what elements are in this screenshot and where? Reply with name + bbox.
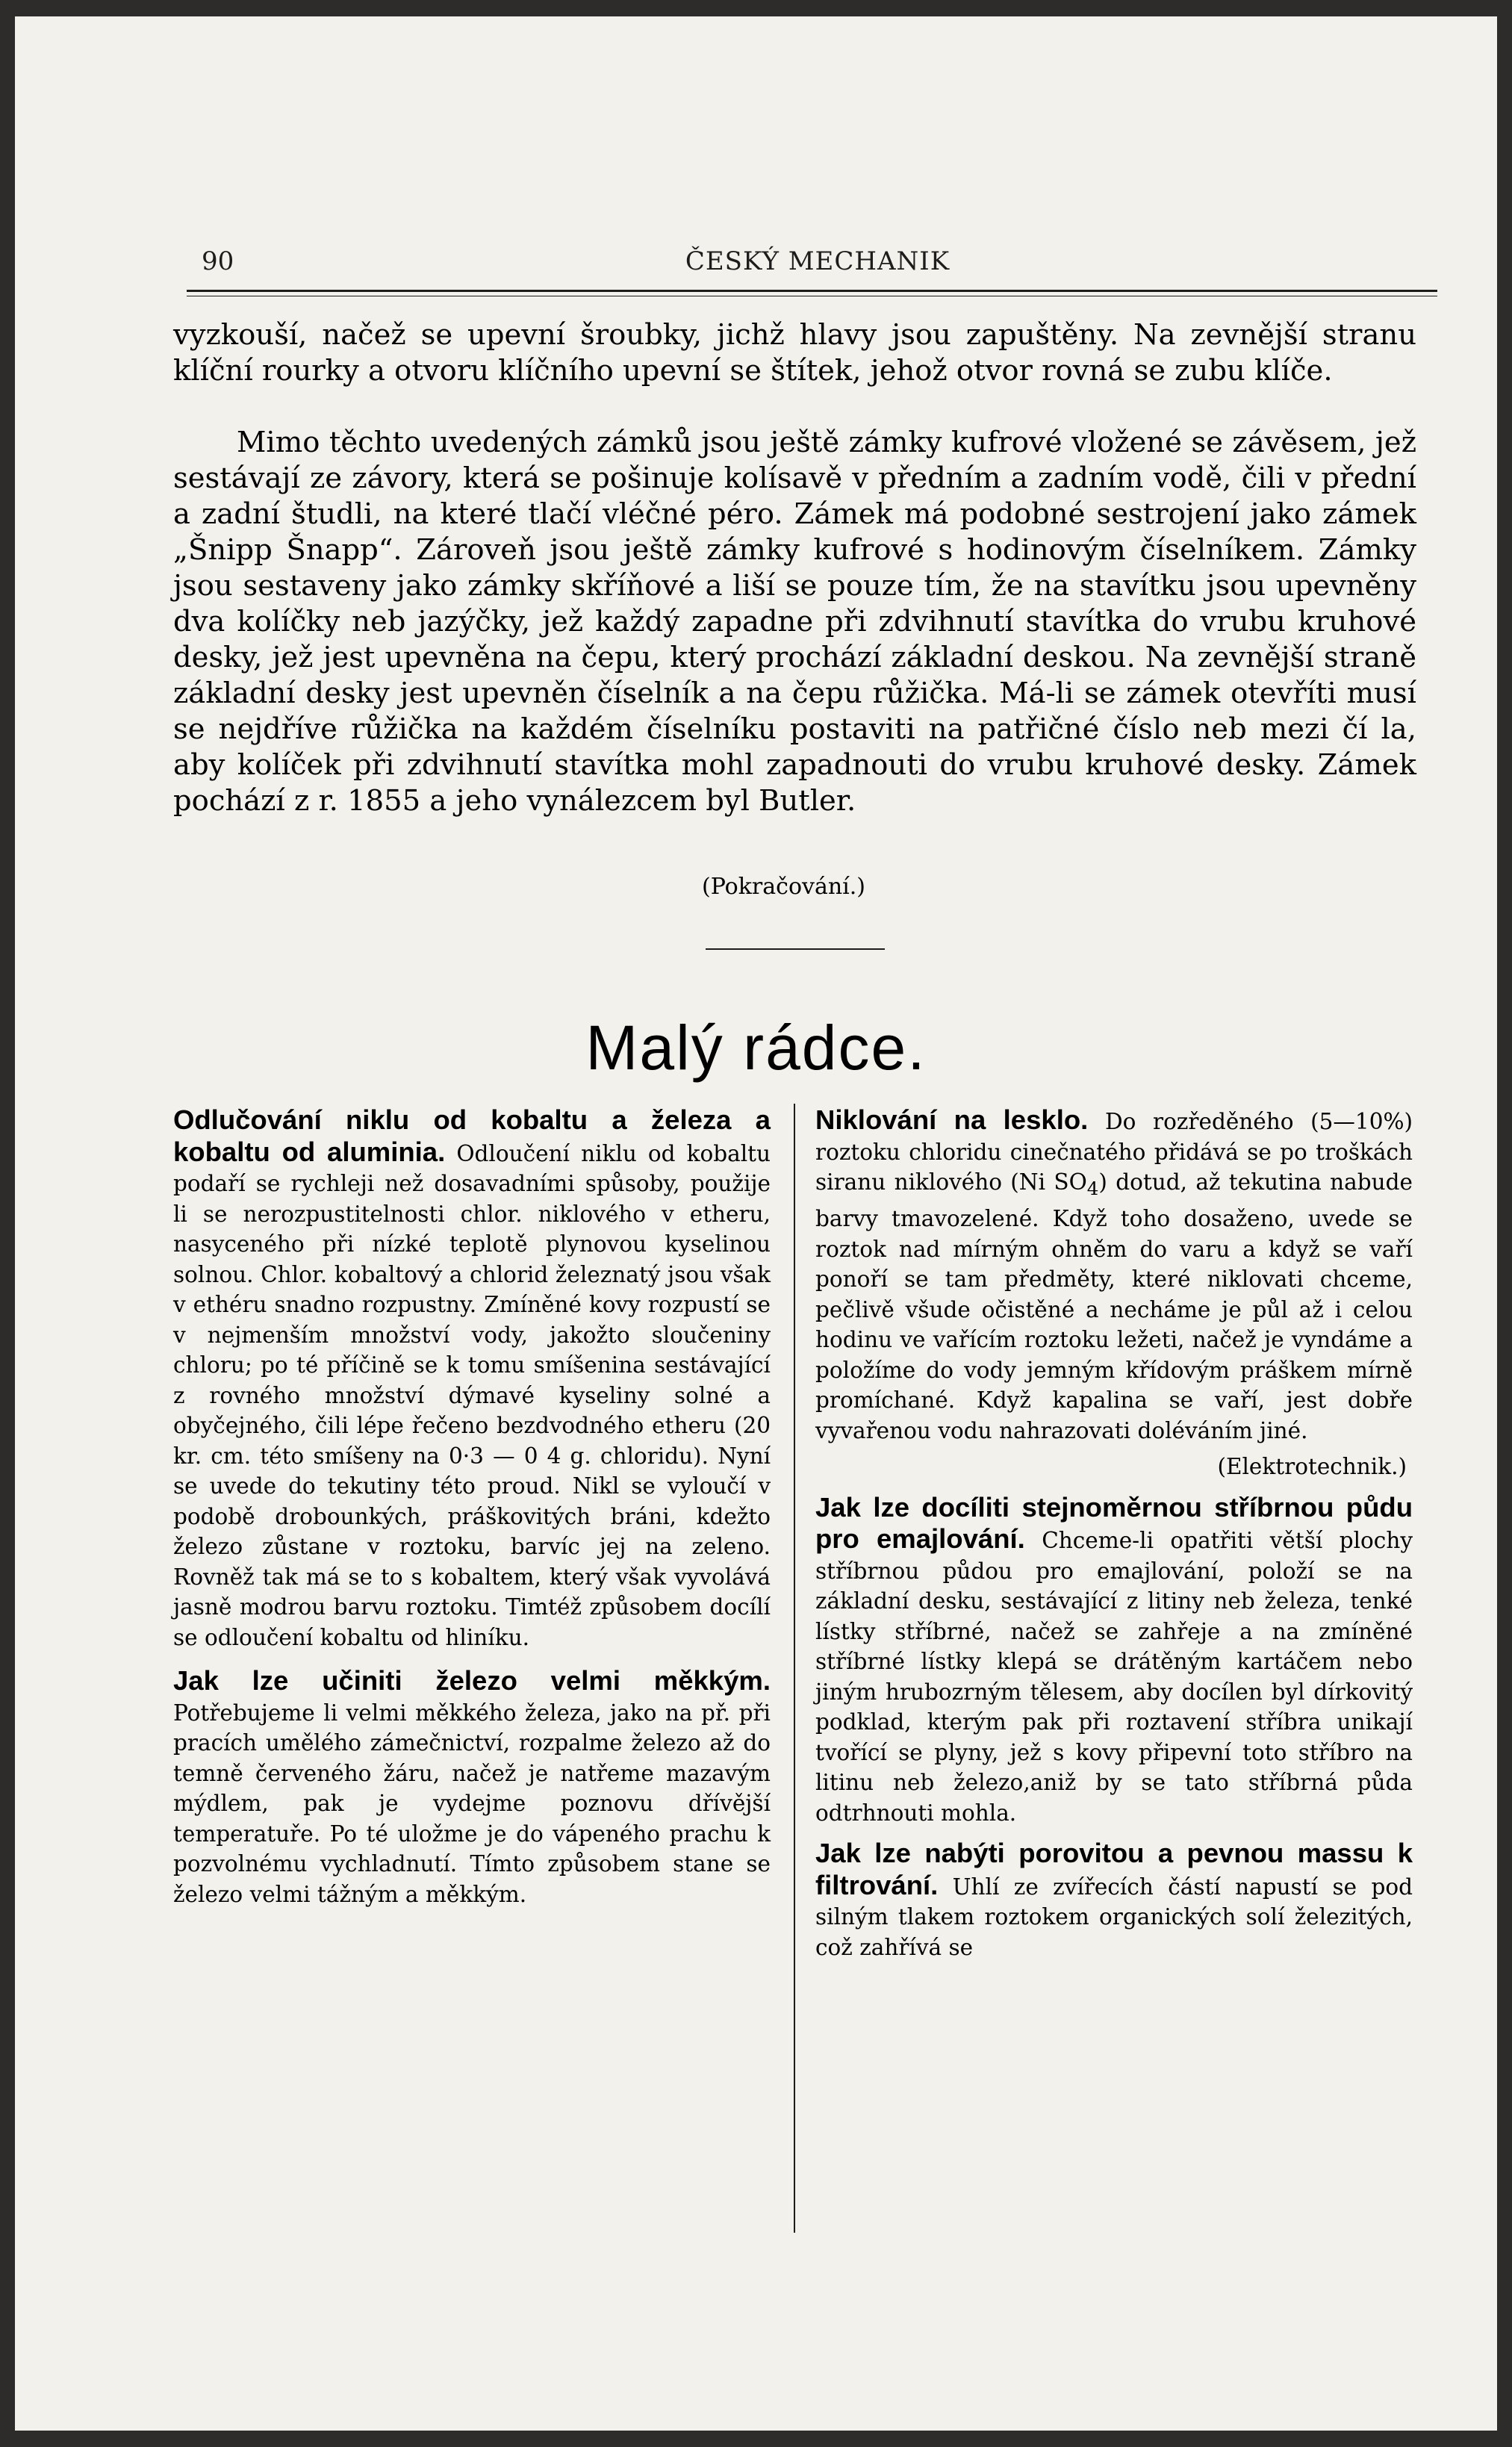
article-paragraph-1: vyzkouší, načež se upevní šroubky, jichž hlavy jsou zapuštěny. Na zevnější stranu klíční rourky a otvoru klíčního upevní se štítek, jehož otvor rovná se zubu klíče.	[173, 318, 1416, 388]
tip-heading: Jak lze nabýti porovitou a pevnou massu k filtrování.	[815, 1838, 1413, 1900]
page-number: 90	[202, 246, 234, 276]
right-column	[815, 1105, 1413, 1968]
tip-soft-iron	[173, 1666, 771, 1909]
tip-silver-ground	[815, 1493, 1413, 1829]
left-column	[173, 1105, 771, 1915]
tip-heading: Odlučování niklu od kobaltu a železa a kobaltu od aluminia.	[173, 1104, 771, 1167]
header-rule-thick	[187, 290, 1437, 292]
tip-nickel-plating	[815, 1105, 1413, 1446]
section-title: Malý rádce.	[585, 1013, 927, 1083]
article-paragraph-2: Mimo těchto uvedených zámků jsou ještě zámky kufrové vložené se závěsem, jež sestávají ze závory, která se pošinuje kolísavě v předním a zadním vodě, čili v přední a zadní študli, na které tlačí vléčné péro. Zámek má podobné sestrojení jako zámek „Šnipp Šnapp“. Zároveň jsou ještě zámky kufrové s hodinovým číselníkem. Zámky jsou sestaveny jako zámky skříňové a liší se pouze tím, že na stavítku jsou upevněny dva kolíčky neb jazýčky, jež každý zapadne při zdvihnutí stavítka do vrubu kruhové desky, jež jest upevněna na čepu, který prochází základní deskou. Na zevnější straně základní desky jest upevněn číselník a na čepu růžička. Má-li se zámek otevříti musí se nejdříve růžička na každém číselníku postaviti na patřičné číslo neb mezi čí la, aby kolíček při zdvihnutí stavítka mohl zapadnouti do vrubu kruhové desky. Zámek pochází z r. 1855 a jeho vynálezcem byl Butler.	[173, 426, 1416, 818]
tip-body: Odloučení niklu od kobaltu podaří se rychleji než dosavadními spůsoby, použije li se nerozpustitelnosti chlor. niklového v etheru, nasyceného při nízké teplotě plynovou kyselinou solnou. Chlor. kobaltový a chlorid železnatý jsou však v ethéru snadno rozpustny. Zmíněné kovy rozpustí se v nejmenším množství vody, jakožto sloučeniny chloru; po té příčině se k tomu smíšenina sestávající z rovného množství dýmavé kyseliny solné a obyčejného, čili lépe řečeno bezdvodného etheru (20 kr. cm. této smíšeny na 0·3 — 0 4 g. chloridu). Nyní se uvede do tekutiny této proud. Nikl se vyloučí v podobě drobounkých, práškovitých bráni, kdežto železo zůstane v roztoku, barvíc jej na zeleno. Rovněž tak má se to s kobaltem, který však vyvolává jasně modrou barvu roztoku. Timtéž způsobem docílí se odloučení kobaltu od hliníku.	[173, 1140, 771, 1650]
tip-nickel-separation	[173, 1105, 771, 1652]
tip-heading: Jak lze učiniti železo velmi měkkým.	[173, 1665, 771, 1696]
tip-heading: Jak lze docíliti stejnoměrnou stříbrnou půdu pro emajlování.	[815, 1491, 1413, 1555]
tip-source: (Elektrotechnik.)	[1217, 1454, 1407, 1480]
tip-body-cont: ) dotud, až tekutina nabude barvy tmavozelené. Když toho dosaženo, uvede se roztok nad mírným ohněm do varu a když se vaří ponoří se tam předměty, které niklovati chceme, pečlivě všude očistěné a necháme je půl až i celou hodinu ve vařícím roztoku ležeti, načež je vyndáme a položíme do vody jemným křídovým práškem mírně promíchané. Když kapalina se vaří, jest dobře vyvařenou vodu nahrazovati doléváním jiné.	[815, 1169, 1413, 1443]
running-title: ČESKÝ MECHANIK	[685, 246, 951, 276]
tip-body: Chceme-li opatřiti větší plochy stříbrnou půdou pro emajlování, položí se na základní desku, sestávající z litiny neb železa, tenké lístky stříbrné, načež se zahřeje a na zmíněné stříbrné lístky klepá se drátěným kartáčem nebo jiným hrubozrným tělesem, aby docílen byl dírkovitý podklad, kterým pak při roztavení stříbra unikají tvořící se plyny, jež s kovy připevní toto stříbro na litinu neb železo,aniž by se tato stříbrná půda odtrhnouti mohla.	[815, 1528, 1413, 1826]
tip-body: Potřebujeme li velmi měkkého železa, jako na př. při pracích umělého zámečnictví, rozpalme železo až do temně červeného žáru, načež je natřeme mazavým mýdlem, pak je vydejme poznovu dřívější temperatuře. Po té uložme je do vápeného prachu k pozvolnému vychladnutí. Tímto způsobem stane se železo velmi tážným a měkkým.	[173, 1700, 771, 1907]
tip-heading: Niklování na lesklo.	[815, 1104, 1089, 1135]
column-divider	[794, 1104, 795, 2233]
tip-body: Do rozředěného (5—10%) roztoku chloridu cinečnatého přidává se po troškách siranu niklového (Ni SO	[815, 1109, 1413, 1195]
page-header	[202, 233, 1434, 278]
continued-note: (Pokračování.)	[702, 874, 865, 900]
section-separator	[706, 948, 885, 950]
tip-body: Uhlí ze zvířecích částí napustí se pod silným tlakem roztokem organických solí železitých, což zahřívá se	[815, 1874, 1413, 1960]
tip-filter-mass	[815, 1838, 1413, 1962]
subscript: 4	[1086, 1177, 1099, 1199]
